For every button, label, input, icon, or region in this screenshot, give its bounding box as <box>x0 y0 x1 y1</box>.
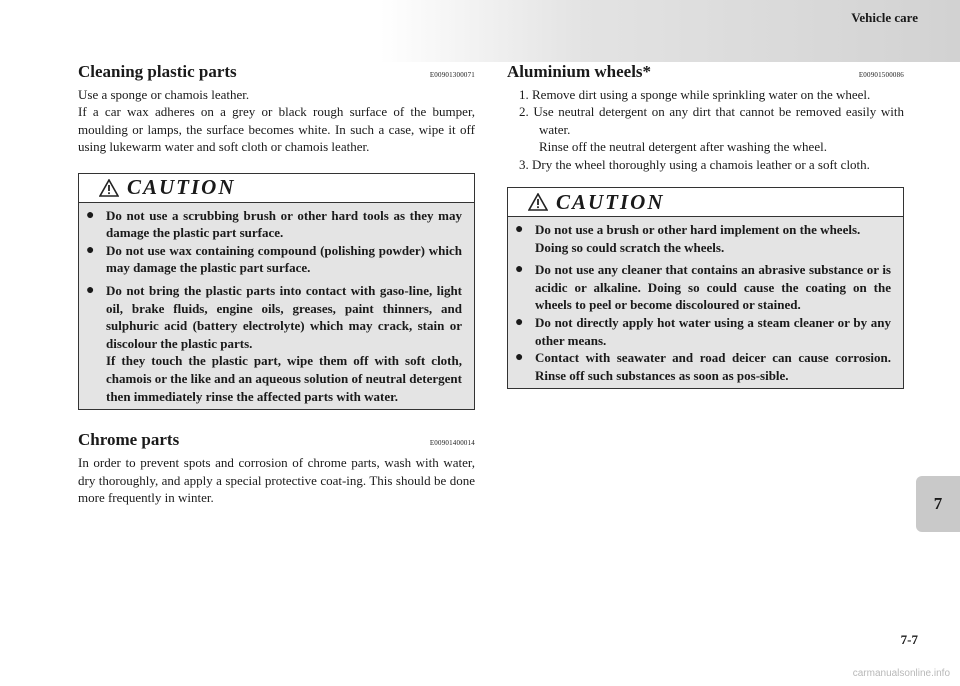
cleaning-plastic-title: Cleaning plastic parts <box>78 62 237 81</box>
bullet-icon: ● <box>86 242 95 258</box>
bullet-icon: ● <box>86 207 95 223</box>
list-item <box>507 86 904 103</box>
chrome-parts-para: In order to prevent spots and corrosion of chrome parts, wash with water, dry thoroughly, and apply a special protective coat-ing. This should be done more frequently in winter. <box>78 455 475 505</box>
caution-text: Do not directly apply hot water using a steam cleaner or by any other means. <box>535 315 891 348</box>
wheels-caution-header <box>508 188 903 217</box>
wheels-caution-title: CAUTION <box>556 189 665 214</box>
caution-text: Do not use a scrubbing brush or other hard tools as they may damage the plastic part surface. <box>106 207 462 241</box>
step-number: 2. <box>519 104 529 120</box>
chrome-parts-heading <box>78 430 475 450</box>
step-text: Remove dirt using a sponge while sprinkling water on the wheel. <box>532 87 871 102</box>
caution-item <box>515 221 891 256</box>
list-item <box>507 156 904 173</box>
caution-item <box>86 242 462 277</box>
step-number: 1. <box>519 87 529 102</box>
step-subtext: Rinse off the neutral detergent after washing the wheel. <box>539 139 827 155</box>
bullet-icon: ● <box>515 262 524 278</box>
warning-triangle-icon <box>99 179 119 197</box>
watermark: carmanualsonline.info <box>852 668 950 679</box>
bullet-icon: ● <box>515 315 524 330</box>
step-text: Use neutral detergent on any dirt that cannot be removed easily with water. <box>533 104 905 137</box>
aluminium-wheels-title: Aluminium wheels* <box>507 62 652 81</box>
step-number: 3. <box>519 156 529 172</box>
plastic-caution-title: CAUTION <box>127 175 236 200</box>
cleaning-plastic-para-2: If a car wax adheres on a grey or black rough surface of the bumper, moulding or lamps, the surface becomes white. In such a case, wipe it off using lukewarm water and soft cloth or chamois leather. <box>78 104 475 155</box>
bullet-icon: ● <box>515 350 524 366</box>
chrome-parts-code: E00901400014 <box>429 439 475 448</box>
right-column <box>507 62 904 389</box>
caution-text: Do not use any cleaner that contains an abrasive substance or is acidic or alkaline. Doing so could cause the coating on the wheels to peel or become discoloured or stained. <box>535 262 891 313</box>
left-column <box>78 62 475 506</box>
bullet-icon: ● <box>515 222 524 238</box>
step-text: Dry the wheel thoroughly using a chamois leather or a soft cloth. <box>532 156 870 172</box>
chrome-parts-title: Chrome parts <box>78 430 180 450</box>
caution-text: Doing so could scratch the wheels. <box>535 239 725 255</box>
caution-item <box>515 349 891 384</box>
chapter-tab: 7 <box>916 476 960 532</box>
caution-item <box>515 314 891 349</box>
caution-text: Do not use a brush or other hard implement on the wheels. <box>535 222 861 238</box>
cleaning-plastic-code: E00901300071 <box>429 71 475 79</box>
cleaning-plastic-heading <box>78 62 475 82</box>
plastic-caution-header <box>79 174 474 203</box>
aluminium-wheels-code: E00901500086 <box>858 71 904 79</box>
caution-text: Do not bring the plastic parts into contact with gaso-line, light oil, brake fluids, engine oils, greases, paint thinners, and sulphuric acid (battery electrolyte) which may crack, stain or discolour the plastic parts. <box>106 283 462 351</box>
caution-item <box>86 207 462 242</box>
caution-item <box>86 282 462 405</box>
aluminium-wheels-heading <box>507 62 904 82</box>
plastic-caution-body <box>79 203 474 410</box>
bullet-icon: ● <box>86 283 95 298</box>
caution-item <box>515 261 891 314</box>
caution-text: If they touch the plastic part, wipe them off with soft cloth, chamois or the like and an aqueous solution of neutral detergent then immediately rinse the affected parts with water. <box>106 353 462 404</box>
wheels-caution-box <box>507 187 904 389</box>
page-number: 7-7 <box>900 632 918 647</box>
list-item <box>507 103 904 155</box>
wheels-caution-body <box>508 217 903 388</box>
warning-triangle-icon <box>528 193 548 211</box>
cleaning-plastic-para-1: Use a sponge or chamois leather. <box>78 87 250 102</box>
caution-text: Contact with seawater and road deicer can cause corrosion. Rinse off such substances as soon as pos-sible. <box>535 350 891 383</box>
running-head: Vehicle care <box>851 10 918 25</box>
plastic-caution-box <box>78 173 475 411</box>
caution-text: Do not use wax containing compound (polishing powder) which may damage the plastic part surface. <box>106 242 462 276</box>
wheel-steps-list <box>507 86 904 173</box>
